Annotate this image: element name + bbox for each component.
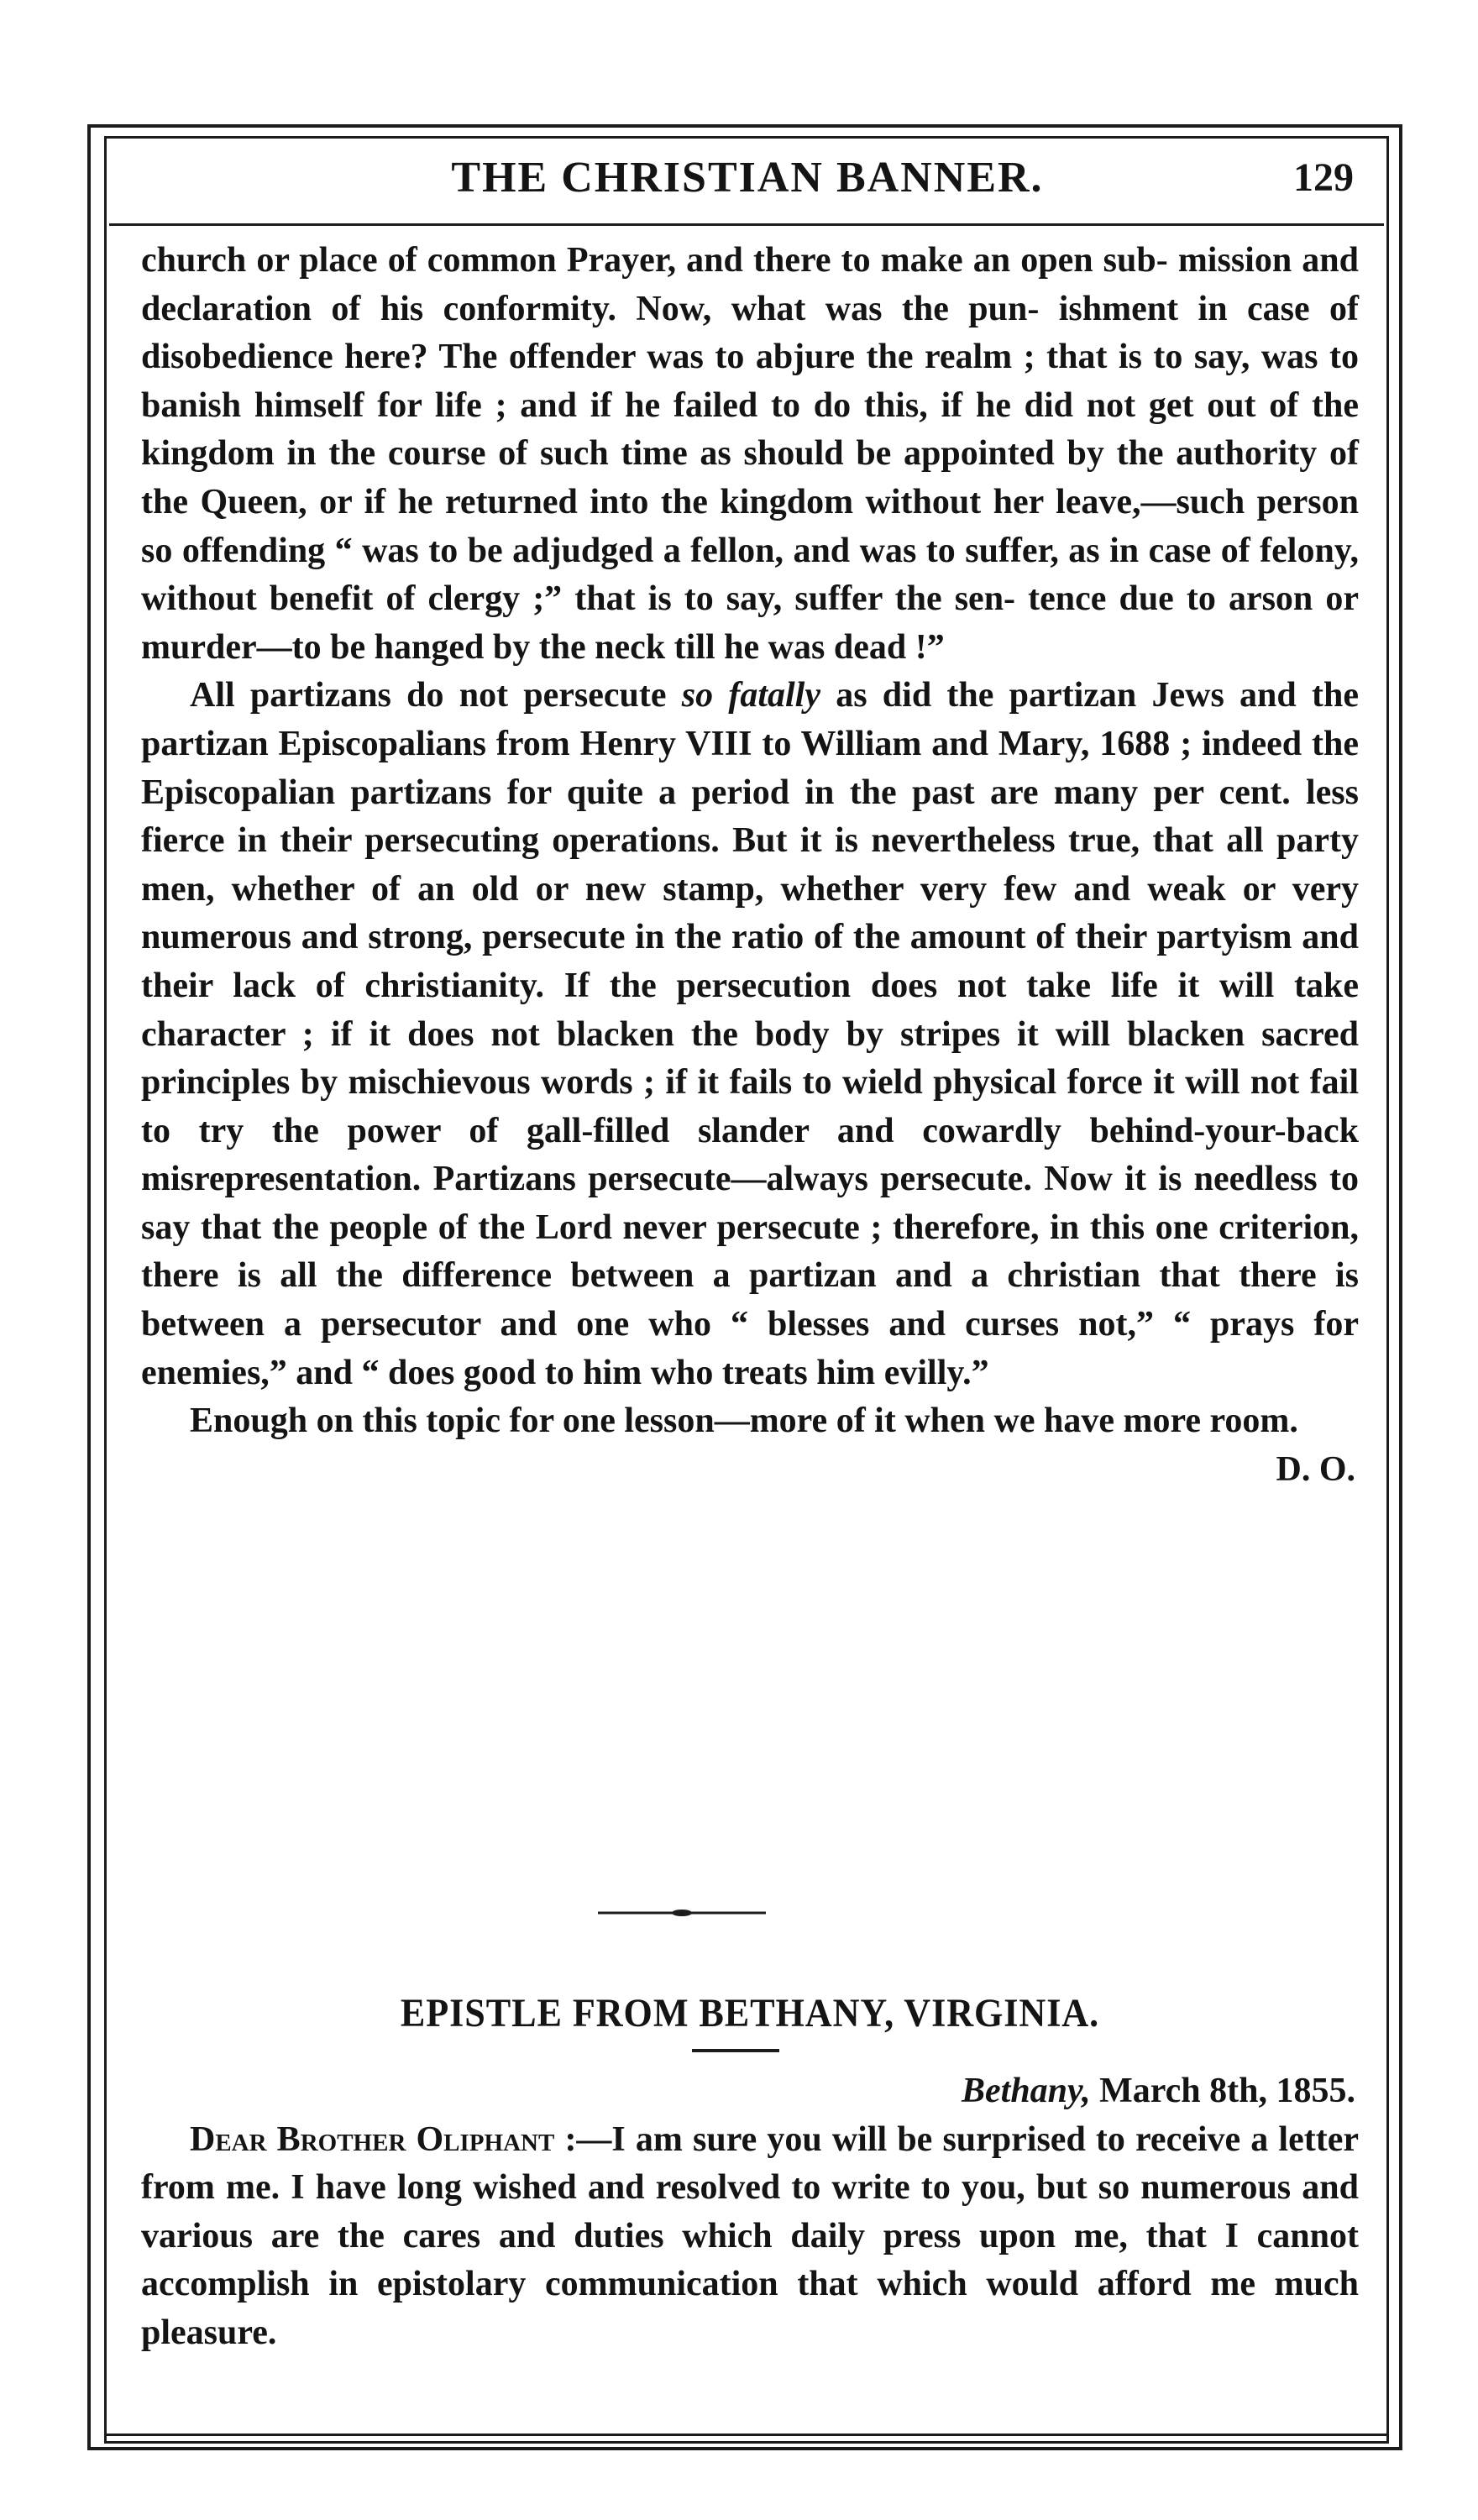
- dateline-date: March 8th, 1855.: [1090, 2072, 1355, 2110]
- paragraph-3: Enough on this topic for one lesson—more of it when we have more room.: [190, 1401, 1298, 1441]
- text-line: if he returned into the kingdom without her leave,—such person so: [141, 482, 1359, 570]
- letter-body: [141, 2067, 1359, 2358]
- running-title: THE CHRISTIAN BANNER.: [451, 154, 1044, 202]
- text-run: All partizans do not persecute: [190, 676, 682, 715]
- text-line: church or place of common Prayer, and there to make an open sub-: [141, 241, 1168, 280]
- page-number: 129: [1293, 155, 1354, 200]
- italic-text: so fatally: [681, 676, 820, 715]
- text-line: failed to do this, if he did not get out of the kingdom in the course of: [141, 385, 1360, 474]
- title-rule: [692, 2049, 779, 2052]
- text-line: offending “ was to be adjudged a fellon, and was to suffer, as in case: [181, 531, 1221, 570]
- letter-text: :—I am sure you will be surprised to receive a letter from me. I have long wished and resolved to write to you, but so numerous and various are the cares and duties which daily press upon me, that I cannot accomplish in epistolary communication that which would afford me much pleasure.: [141, 2119, 1359, 2352]
- text-run: as did the partizan Jews and the partizan Episcopalians from Henry VIII to William and Mary, 1688 ; indeed the Episcopalian partizans for quite a period in the past are many per cent. less fierce in their persecuting operations. But it is nevertheless true, that all party men, whether of an old or new stamp, whether very few and weak or very numerous and strong, persecute in the ratio of the amount of their partyism and their lack of christianity. If the persecution does not take life it will take character ; if it does not blacken the body by stripes it will blacken sacred principles by mischievous words ; if it fails to wield physical force it will not fail to try the power of gall-filled slander and cowardly behind-your-back misrepresentation. Partizans persecute—always persecute. Now it is needless to say that the people of the Lord never persecute ; therefore, in this one criterion, there is all the difference between a partizan and a christian that there is between a persecutor and one who “ blesses and curses not,” “ prays for enemies,” and “ does good to him who treats him evilly.”: [141, 676, 1359, 1392]
- paragraph-1: [141, 237, 1359, 672]
- header-rule: [109, 223, 1384, 226]
- text-line: ishment in case of disobedience here? The offender was to abjure: [141, 289, 1359, 377]
- page-header: [109, 143, 1386, 227]
- text-line: tence due to arson or murder—to be hanged by the neck till he was: [141, 579, 1360, 667]
- text-line: such time as should be appointed by the authority of the Queen, or: [141, 434, 1360, 521]
- letter-paragraph: [141, 2116, 1359, 2358]
- signature: D. O.: [1276, 1449, 1355, 1489]
- dateline-place: Bethany,: [962, 2072, 1091, 2110]
- bottom-rule: [104, 2434, 1389, 2436]
- text-line: of felony, without benefit of clergy ;” that is to say, suffer the sen-: [141, 531, 1359, 619]
- paragraph-2: [141, 672, 1359, 1397]
- text-line: the realm ; that is to say, was to banish himself for life ; and if he: [141, 338, 1359, 425]
- salutation: Dear Brother Oliphant: [190, 2119, 555, 2159]
- section-title: EPISTLE FROM BETHANY, VIRGINIA.: [400, 1991, 1100, 2035]
- text-line: mission and declaration of his conformity. Now, what was the pun-: [141, 241, 1359, 328]
- divider-ornament: [598, 1910, 766, 1916]
- article-body: [141, 237, 1359, 1494]
- dateline: [141, 2067, 1359, 2116]
- text-line: dead !”: [833, 627, 945, 667]
